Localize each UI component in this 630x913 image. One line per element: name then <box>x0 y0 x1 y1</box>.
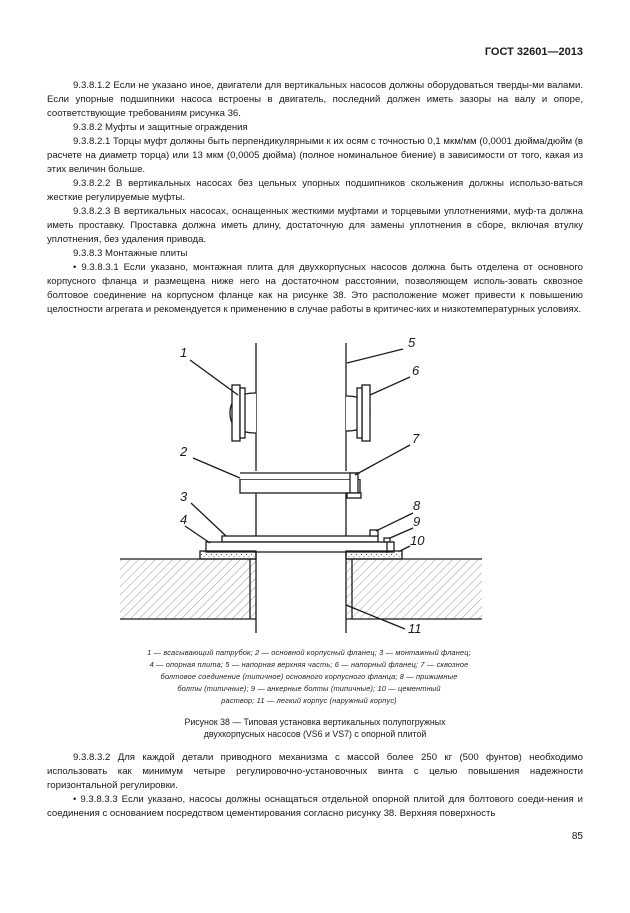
paragraph: 9.3.8.1.2 Если не указано иное, двигатели для вертикальных насосов должны оборудоваться тверды-ми валами. Если упорные подшипники насоса встроены в двигатель, последний должен иметь зазоры на валу и опоре, соответствующие требованиям рисунка 36. <box>47 80 583 119</box>
figure-label-9: 9 <box>413 514 421 529</box>
figure-label-7: 7 <box>412 431 420 446</box>
body-text-bottom <box>47 751 583 821</box>
pump-installation-figure <box>0 333 630 643</box>
legend-line: 1 — всасывающий патрубок; 2 — основной корпусный фланец; 3 — монтажный фланец; <box>147 648 471 657</box>
figure-label-4: 4 <box>180 512 188 527</box>
figure-label-10: 10 <box>410 533 425 548</box>
paragraph: 9.3.8.3 Монтажные плиты <box>73 248 188 259</box>
paragraph: • 9.3.8.3.3 Если указано, насосы должны оснащаться отдельной опорной плитой для болтового соеди-нения и соединения с основанием посредством цементирования согласно рисунку 38. Верхняя поверхность <box>47 794 583 819</box>
caption-line: двухкорпусных насосов (VS6 и VS7) с опорной плитой <box>203 729 427 739</box>
legend-line: болты (типичные); 9 — анкерные болты (типичные); 10 — цементный <box>177 684 441 693</box>
caption-line: Рисунок 38 — Типовая установка вертикальных полупогружных <box>184 717 446 727</box>
figure-label-11: 11 <box>408 621 422 636</box>
paragraph: 9.3.8.2.1 Торцы муфт должны быть перпендикулярными к их осям с точностью 0,1 мкм/мм (0,0001 дюйма/дюйм (в расчете на диаметр торца) или 13 мкм (0,0005 дюйма) (полное номинальное биение) в зависимости от того, какая из этих величин больше. <box>47 136 583 175</box>
figure-label-1: 1 <box>180 345 188 360</box>
figure-label-5: 5 <box>408 335 416 350</box>
paragraph: 9.3.8.3.2 Для каждой детали приводного механизма с массой более 250 кг (500 фунтов) необходимо использовать как минимум четыре регулировочно-установочных винта с целью повышения надежности горизонтальной регулировки. <box>47 752 583 791</box>
figure-label-6: 6 <box>412 363 420 378</box>
legend-line: болтовое соединение (типичное) основного корпусного фланца; 8 — прижимные <box>160 672 458 681</box>
legend-line: 4 — опорная плита; 5 — напорная верхняя часть; 6 — напорный фланец; 7 — сквозное <box>149 660 469 669</box>
pump-drawing <box>0 333 630 643</box>
figure-caption <box>120 716 510 740</box>
paragraph: 9.3.8.2.3 В вертикальных насосах, оснащенных жесткими муфтами и торцевыми уплотнениями, муф-та должна иметь проставку. Проставка должна иметь длину, достаточную для замены уплотнения в сборе, включая втулку уплотнения, без удаления привода. <box>47 206 583 245</box>
figure-label-2: 2 <box>180 444 188 459</box>
page-number: 85 <box>571 831 583 842</box>
legend-line: раствор; 11 — легкий корпус (наружный корпус) <box>221 696 397 705</box>
figure-legend <box>110 647 508 707</box>
paragraph: 9.3.8.2.2 В вертикальных насосах без цельных упорных подшипников скольжения должны использо-ваться жесткие регулируемые муфты. <box>47 178 583 203</box>
figure-label-3: 3 <box>180 489 188 504</box>
paragraph: • 9.3.8.3.1 Если указано, монтажная плита для двухкорпусных насосов должна быть отделена от основного корпусного фланца и размещена ниже него на достаточном расстоянии, позволяющем исполь-зовать сквозное болтовое соединение на корпусном фланце как на рисунке 38. Это расположение может привести к повышению целостности агрегата и рекомендуется к применению в случае работы в критичес-ких и низкотемпературных условиях. <box>47 262 583 315</box>
document-code: ГОСТ 32601—2013 <box>484 46 583 58</box>
body-text-top <box>47 79 583 317</box>
paragraph: 9.3.8.2 Муфты и защитные ограждения <box>73 122 248 133</box>
figure-label-8: 8 <box>413 498 421 513</box>
